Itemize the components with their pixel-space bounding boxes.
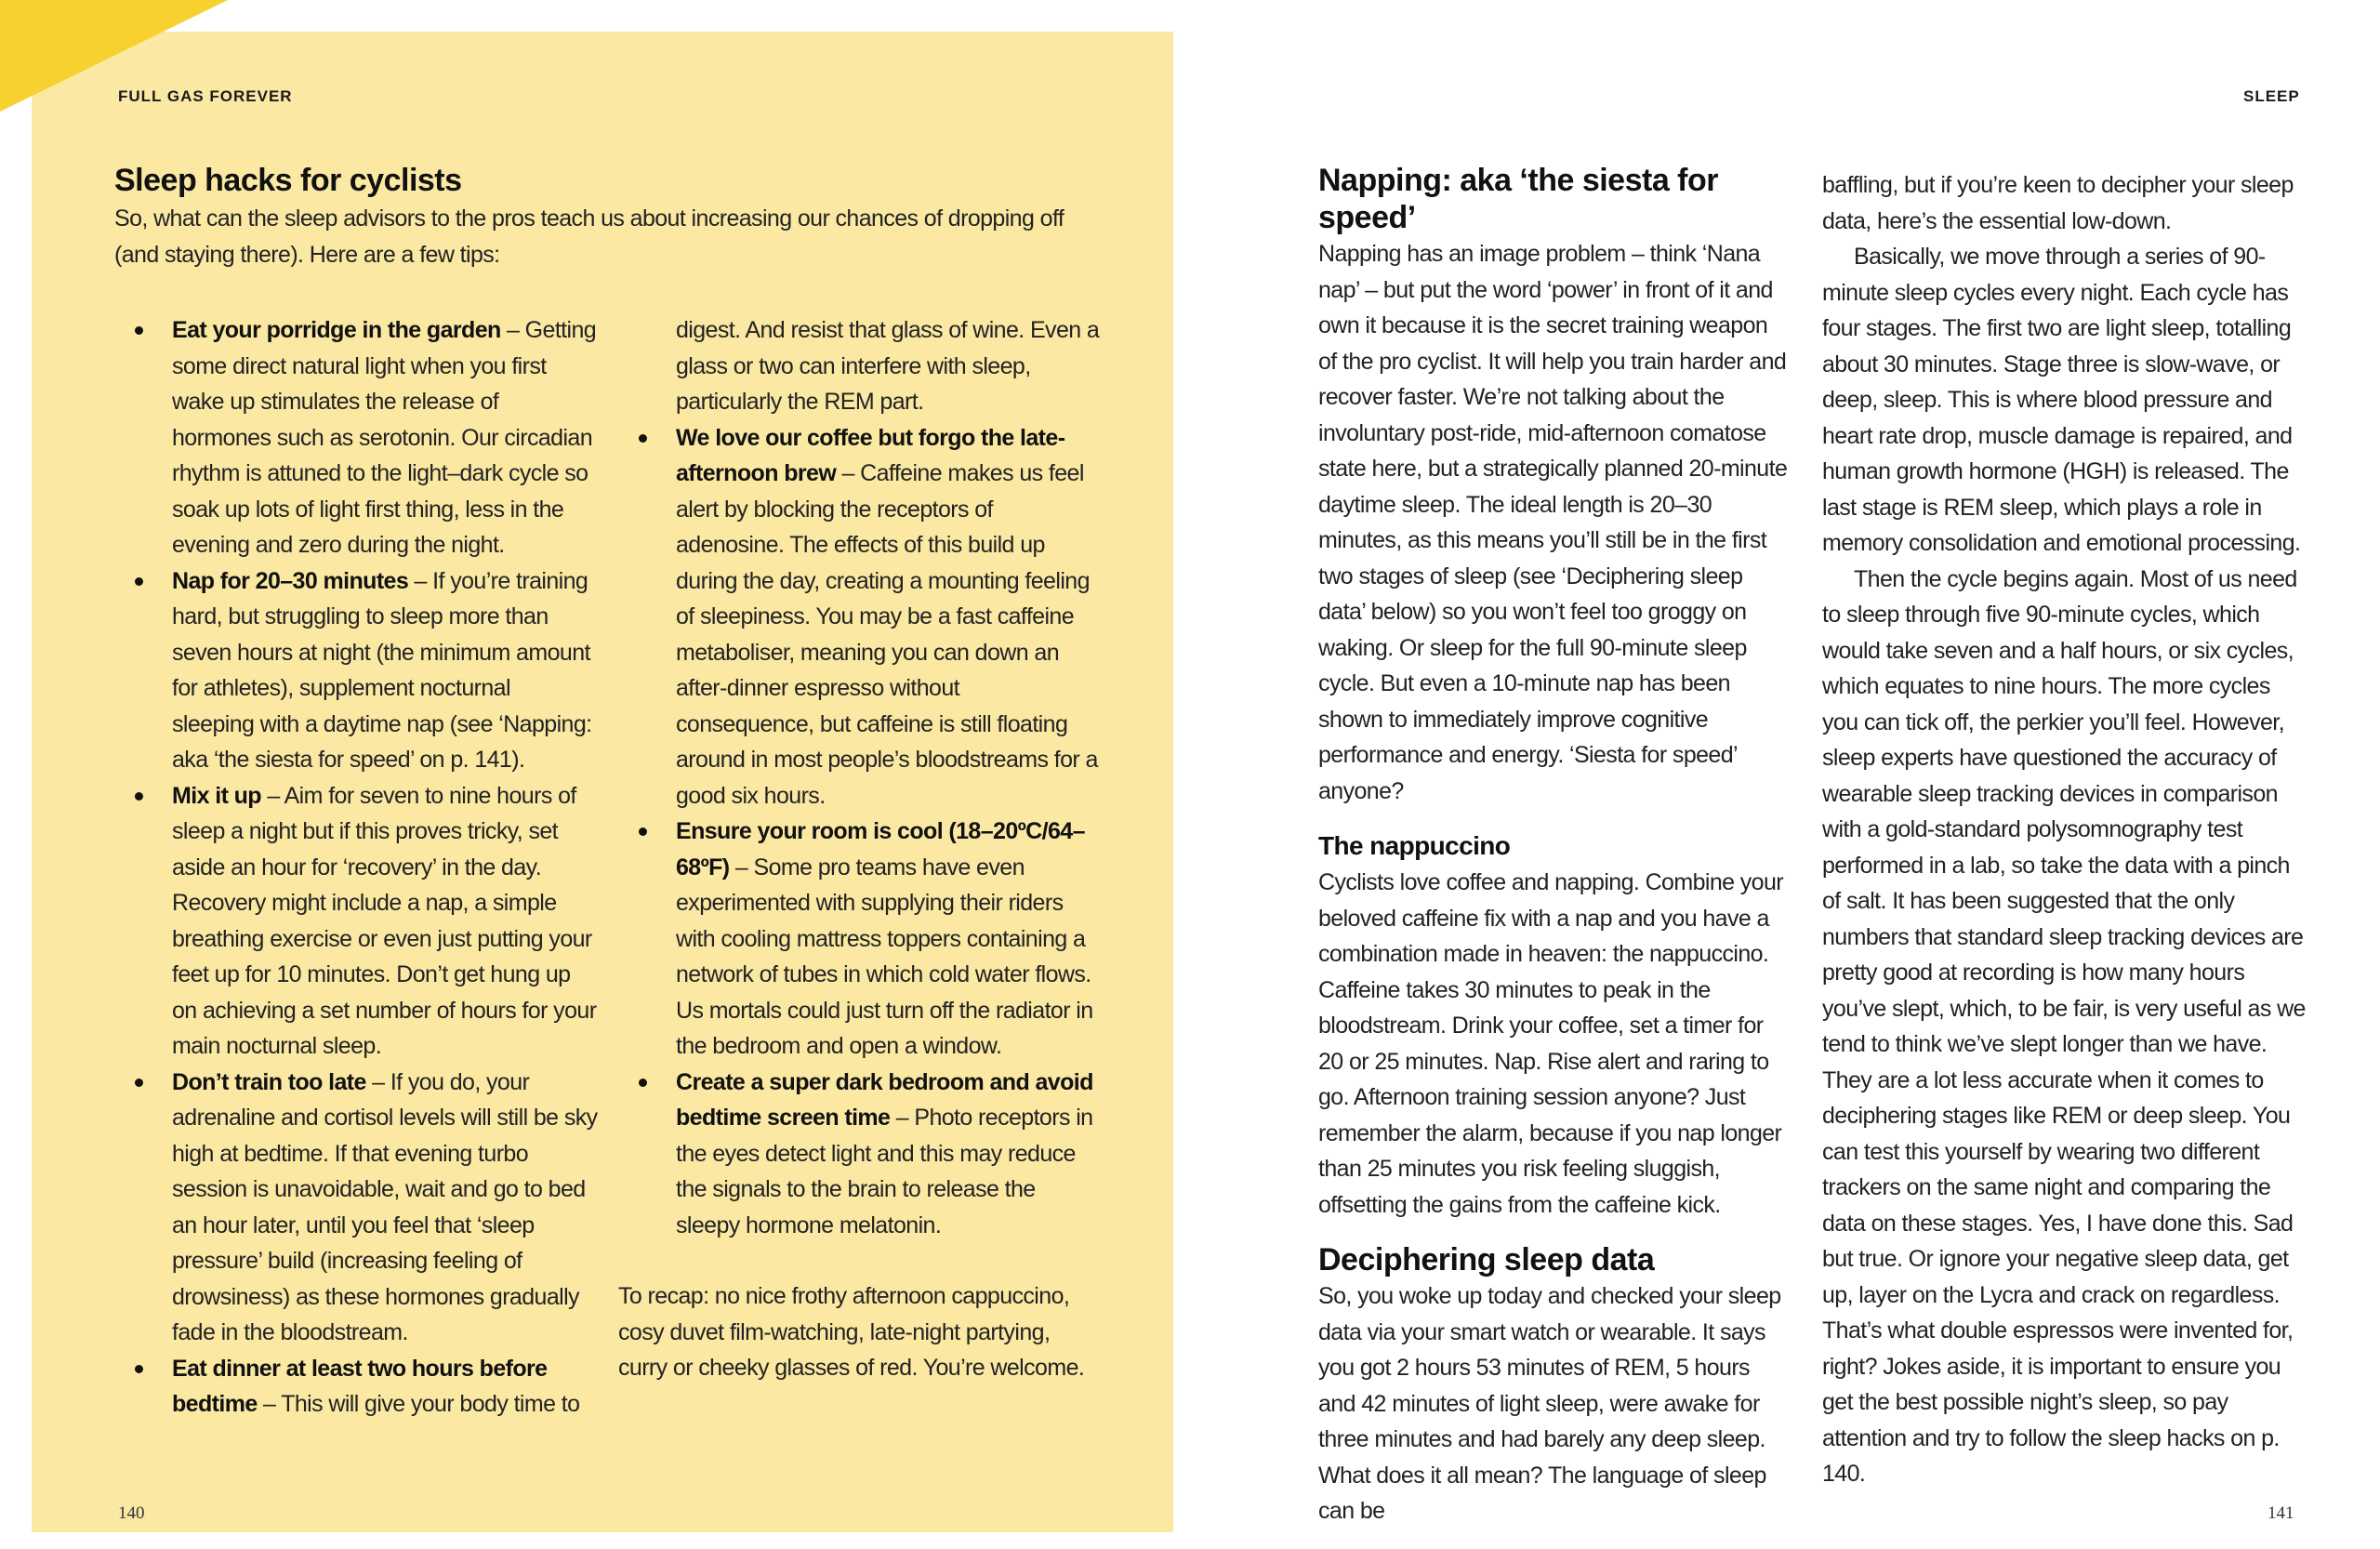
tip-item	[114, 778, 598, 1065]
bullet-icon	[639, 827, 647, 836]
bullet-icon	[639, 434, 647, 443]
tip-text: – This will give your body time to	[257, 1391, 580, 1417]
tip-item	[114, 1065, 598, 1351]
bullet-icon	[135, 1079, 143, 1087]
tip-text: – Some pro teams have even experimented with supplying their riders with cooling mattress toppers containing a network of tubes in which cold water flows. Us mortals could just turn off the radiator in the bedroom and open a window.	[676, 854, 1093, 1059]
intro-paragraph: So, what can the sleep advisors to the pros teach us about increasing our chances of dropping off (and staying there). Here are a few tips:	[114, 205, 1064, 268]
bullet-icon	[135, 1365, 143, 1373]
nappuccino-heading: The nappuccino	[1318, 831, 1511, 860]
tip-text: – If you’re training hard, but struggling to sleep more than seven hours at night (the minimum amount for athletes), supplement nocturnal sleeping with a daytime nap (see ‘Napping: aka ‘the siesta for speed’ on p. 141).	[172, 567, 592, 773]
right-column-1	[1318, 162, 1791, 1529]
napping-heading: Napping: aka ‘the siesta for speed’	[1318, 163, 1718, 235]
tips-column-2	[618, 312, 1102, 1386]
bullet-icon	[135, 577, 143, 586]
sleep-cycle-paragraph: Basically, we move through a series of 90-minute sleep cycles every night. Each cycle has four stages. The first two are light sleep, totalling about 30 minutes. Stage three is slow-wave, or deep, sleep. This is where blood pressure and heart rate drop, muscle damage is repaired, and human growth hormone (HGH) is released. The last stage is REM sleep, which plays a role in memory consolidation and emotional processing.	[1822, 244, 2301, 556]
tip-item	[618, 420, 1102, 814]
bullet-icon	[135, 326, 143, 335]
recap-paragraph: To recap: no nice frothy afternoon cappuccino, cosy duvet film-watching, late-night partying, curry or cheeky glasses of red. You’re welcome.	[618, 1283, 1085, 1381]
tip-item	[618, 814, 1102, 1065]
deciphering-continued: baffling, but if you’re keen to decipher your sleep data, here’s the essential low-down.	[1822, 172, 2294, 234]
tip-lead: Ensure your room is cool (18–20ºC/64–68ºF)	[676, 818, 1085, 880]
tip-text: – Getting some direct natural light when you first wake up stimulates the release of hormones such as serotonin. Our circadian rhythm is attuned to the light–dark cycle so soak up lots of light first thing, less in the evening and zero during the night.	[172, 317, 597, 558]
deciphering-paragraph: So, you woke up today and checked your sleep data via your smart watch or wearable. It says you got 2 hours 53 minutes of REM, 5 hours and 42 minutes of light sleep, were awake for three minutes and had barely any deep sleep. What does it all mean? The language of sleep can be	[1318, 1283, 1781, 1524]
tip-continuation-text: digest. And resist that glass of wine. Even a glass or two can interfere with sleep, particularly the REM part.	[676, 317, 1100, 415]
nappuccino-paragraph: Cyclists love coffee and napping. Combine your beloved caffeine fix with a nap and you have a combination made in heaven: the nappuccino. Caffeine takes 30 minutes to peak in the bloodstream. Drink your coffee, set a timer for 20 or 25 minutes. Nap. Rise alert and raring to go. Afternoon training session anyone? Just remember the alarm, because if you nap longer than 25 minutes you risk feeling sluggish, offsetting the gains from the caffeine kick.	[1318, 869, 1784, 1218]
tips-list-1	[114, 312, 598, 1423]
tip-lead: Don’t train too late	[172, 1068, 366, 1095]
tips-list-3	[618, 420, 1102, 1244]
tip-item	[114, 563, 598, 778]
tip-text: – If you do, your adrenaline and cortisol levels will still be sky high at bedtime. If that evening turbo session is unavoidable, wait and go to bed an hour later, until you feel that ‘sleep pressure’ build (increasing feeling of drowsiness) as these hormones gradually fade in the bloodstream.	[172, 1068, 598, 1345]
tip-lead: We love our coffee but forgo the late-afternoon brew	[676, 424, 1065, 486]
right-column-2	[1822, 167, 2306, 1492]
cycle-again-paragraph: Then the cycle begins again. Most of us need to sleep through five 90-minute cycles, which would take seven and a half hours, or six cycles, which equates to nine hours. The more cycles you can tick off, the perkier you’ll feel. However, sleep experts have questioned the accuracy of wearable sleep tracking devices in comparison with a gold-standard polysomnography test performed in a lab, so take the data with a pinch of salt. It has been suggested that the only numbers that standard sleep tracking devices are pretty good at recording is how many hours you’ve slept, which, to be fair, is very useful as we tend to think we’ve slept longer than we have. They are a lot less accurate when it comes to deciphering stages like REM or deep sleep. You can test this yourself by wearing two different trackers on the same night and comparing the data on these stages. Yes, I have done this. Sad but true. Or ignore your negative sleep data, get up, layer on the Lycra and crack on regardless. That’s what double espressos were invented for, right? Jokes aside, it is important to ensure you get the best possible night’s sleep, so pay attention and try to follow the sleep hacks on p. 140.	[1822, 565, 2306, 1487]
right-page-number: 141	[2268, 1503, 2294, 1523]
tip-item	[114, 1351, 598, 1423]
napping-paragraph: Napping has an image problem – think ‘Nana nap’ – but put the word ‘power’ in front of it and own it because it is the secret training weapon of the pro cyclist. It will help you train harder and recover faster. We’re not talking about the involuntary post-ride, mid-afternoon comatose state here, but a strategically planned 20-minute daytime sleep. The ideal length is 20–30 minutes, as this means you’ll still be in the first two stages of sleep (see ‘Deciphering sleep data’ below) so you won’t feel too groggy on waking. Or sleep for the full 90-minute sleep cycle. But even a 10-minute nap has been shown to immediately improve cognitive performance and energy. ‘Siesta for speed’ anyone?	[1318, 241, 1788, 804]
right-running-head: SLEEP	[2243, 87, 2300, 105]
tip-text: – Caffeine makes us feel alert by blocking the receptors of adenosine. The effects of this build up during the day, creating a mounting feeling of sleepiness. You may be a fast caffeine metaboliser, meaning you can down an after-dinner espresso without consequence, but caffeine is still floating around in most people’s bloodstreams for a good six hours.	[676, 460, 1098, 809]
tip-item	[114, 312, 598, 563]
tips-list-2	[618, 312, 1102, 420]
left-intro-block	[114, 162, 1100, 272]
tips-column-1	[114, 312, 598, 1423]
tip-continuation	[618, 312, 1102, 420]
left-running-head: FULL GAS FOREVER	[118, 87, 293, 105]
deciphering-heading: Deciphering sleep data	[1318, 1242, 1655, 1278]
bullet-icon	[639, 1079, 647, 1087]
section-title: Sleep hacks for cyclists	[114, 163, 462, 198]
tip-lead: Eat dinner at least two hours before bedtime	[172, 1355, 548, 1417]
tip-text: – Photo receptors in the eyes detect light and this may reduce the signals to the brain to release the sleepy hormone melatonin.	[676, 1105, 1093, 1238]
tip-lead: Eat your porridge in the garden	[172, 317, 501, 343]
tip-text: – Aim for seven to nine hours of sleep a night but if this proves tricky, set aside an hour for ‘recovery’ in the day. Recovery might include a nap, a simple breathing exercise or even just putting your feet up for 10 minutes. Don’t get hung up on achieving a set number of hours for your main nocturnal sleep.	[172, 782, 597, 1059]
tip-item	[618, 1065, 1102, 1244]
bullet-icon	[135, 792, 143, 801]
tip-lead: Nap for 20–30 minutes	[172, 567, 409, 594]
left-page-number: 140	[118, 1503, 145, 1523]
tip-lead: Create a super dark bedroom and avoid bedtime screen time	[676, 1068, 1093, 1131]
tip-lead: Mix it up	[172, 782, 261, 809]
